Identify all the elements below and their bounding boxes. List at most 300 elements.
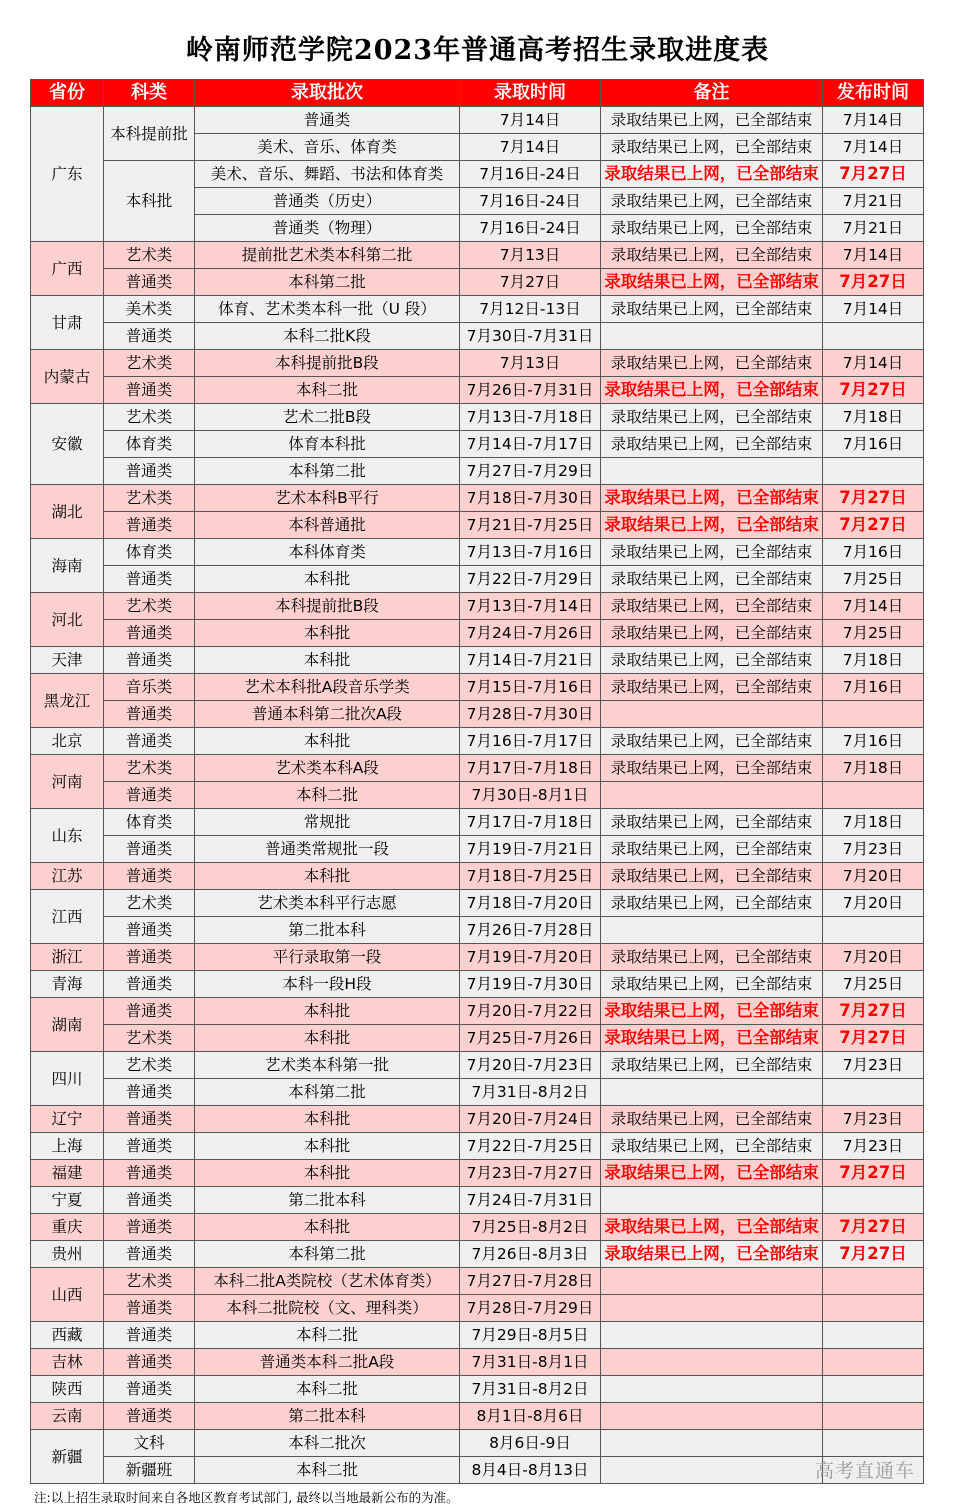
- table-row: [31, 1214, 924, 1241]
- batch-cell: 普通类本科二批A段: [195, 1349, 460, 1376]
- publish-time-cell: 7月23日: [823, 1052, 924, 1079]
- table-row: [31, 728, 924, 755]
- province-cell: 贵州: [31, 1241, 104, 1268]
- batch-cell: 本科普通批: [195, 512, 460, 539]
- category-cell: 音乐类: [104, 674, 195, 701]
- admission-time-cell: 7月22日-7月29日: [460, 566, 601, 593]
- admission-time-cell: 7月26日-7月28日: [460, 917, 601, 944]
- remarks-cell: 录取结果已上网，已全部结束: [601, 809, 823, 836]
- province-cell: 宁夏: [31, 1187, 104, 1214]
- batch-cell: 本科批: [195, 566, 460, 593]
- publish-time-cell: 7月27日: [823, 161, 924, 188]
- batch-cell: 本科二批: [195, 1376, 460, 1403]
- admission-time-cell: 7月16日-24日: [460, 188, 601, 215]
- admission-time-cell: 7月28日-7月30日: [460, 701, 601, 728]
- table-row: [31, 404, 924, 431]
- publish-time-cell: 7月25日: [823, 971, 924, 998]
- table-row: [31, 512, 924, 539]
- remarks-cell: 录取结果已上网，已全部结束: [601, 1214, 823, 1241]
- batch-cell: 本科提前批B段: [195, 350, 460, 377]
- remarks-cell: 录取结果已上网，已全部结束: [601, 296, 823, 323]
- admission-time-cell: 7月27日-7月29日: [460, 458, 601, 485]
- batch-cell: 本科批: [195, 728, 460, 755]
- publish-time-cell: 7月20日: [823, 890, 924, 917]
- category-cell: 普通类: [104, 1295, 195, 1322]
- remarks-cell: 录取结果已上网，已全部结束: [601, 485, 823, 512]
- category-cell: 普通类: [104, 863, 195, 890]
- remarks-cell: [601, 782, 823, 809]
- admission-time-cell: 7月18日-7月30日: [460, 485, 601, 512]
- publish-time-cell: 7月23日: [823, 1133, 924, 1160]
- admission-time-cell: 7月21日-7月25日: [460, 512, 601, 539]
- province-cell: 江苏: [31, 863, 104, 890]
- batch-cell: 本科一段H段: [195, 971, 460, 998]
- batch-cell: 本科批: [195, 1160, 460, 1187]
- admission-time-cell: 7月19日-7月20日: [460, 944, 601, 971]
- category-cell: 艺术类: [104, 1025, 195, 1052]
- table-row: [31, 539, 924, 566]
- category-cell: 普通类: [104, 323, 195, 350]
- header-admission-time: 录取时间: [460, 80, 601, 107]
- batch-cell: 本科二批A类院校（艺术体育类）: [195, 1268, 460, 1295]
- remarks-cell: 录取结果已上网，已全部结束: [601, 404, 823, 431]
- province-cell: 江西: [31, 890, 104, 944]
- province-cell: 黑龙江: [31, 674, 104, 728]
- table-row: [31, 863, 924, 890]
- province-cell: 山西: [31, 1268, 104, 1322]
- remarks-cell: 录取结果已上网，已全部结束: [601, 863, 823, 890]
- category-cell: 文科: [104, 1430, 195, 1457]
- batch-cell: 本科第二批: [195, 458, 460, 485]
- publish-time-cell: 7月27日: [823, 1241, 924, 1268]
- province-cell: 西藏: [31, 1322, 104, 1349]
- admission-time-cell: 7月19日-7月30日: [460, 971, 601, 998]
- category-cell: 体育类: [104, 809, 195, 836]
- admission-time-cell: 8月6日-9日: [460, 1430, 601, 1457]
- table-row: [31, 1457, 924, 1484]
- publish-time-cell: 7月27日: [823, 1214, 924, 1241]
- table-row: [31, 944, 924, 971]
- province-cell: 陕西: [31, 1376, 104, 1403]
- remarks-cell: [601, 1457, 823, 1484]
- batch-cell: 本科批: [195, 1133, 460, 1160]
- province-cell: 河南: [31, 755, 104, 809]
- remarks-cell: 录取结果已上网，已全部结束: [601, 566, 823, 593]
- publish-time-cell: [823, 917, 924, 944]
- province-cell: 海南: [31, 539, 104, 593]
- publish-time-cell: 7月16日: [823, 674, 924, 701]
- remarks-cell: [601, 701, 823, 728]
- admission-time-cell: 7月27日: [460, 269, 601, 296]
- category-cell: 普通类: [104, 728, 195, 755]
- table-row: [31, 1403, 924, 1430]
- batch-cell: 本科体育类: [195, 539, 460, 566]
- remarks-cell: [601, 1295, 823, 1322]
- publish-time-cell: 7月27日: [823, 512, 924, 539]
- province-cell: 福建: [31, 1160, 104, 1187]
- category-cell: 普通类: [104, 458, 195, 485]
- table-row: [31, 1160, 924, 1187]
- remarks-cell: [601, 1349, 823, 1376]
- footnote: 注:以上招生录取时间来自各地区教育考试部门, 最终以当地最新公布的为准。: [34, 1490, 459, 1505]
- batch-cell: 普通类（历史）: [195, 188, 460, 215]
- table-row: [31, 1025, 924, 1052]
- batch-cell: 第二批本科: [195, 1187, 460, 1214]
- remarks-cell: 录取结果已上网，已全部结束: [601, 539, 823, 566]
- remarks-cell: 录取结果已上网，已全部结束: [601, 1025, 823, 1052]
- publish-time-cell: 7月14日: [823, 134, 924, 161]
- batch-cell: 普通本科第二批次A段: [195, 701, 460, 728]
- admission-time-cell: 7月15日-7月16日: [460, 674, 601, 701]
- remarks-cell: 录取结果已上网，已全部结束: [601, 134, 823, 161]
- admission-time-cell: 7月30日-7月31日: [460, 323, 601, 350]
- admission-time-cell: 7月23日-7月27日: [460, 1160, 601, 1187]
- admission-time-cell: 7月25日-7月26日: [460, 1025, 601, 1052]
- remarks-cell: 录取结果已上网，已全部结束: [601, 1052, 823, 1079]
- admission-time-cell: 7月16日-24日: [460, 161, 601, 188]
- admission-time-cell: 7月13日-7月16日: [460, 539, 601, 566]
- admission-time-cell: 7月16日-7月17日: [460, 728, 601, 755]
- table-row: [31, 242, 924, 269]
- remarks-cell: [601, 458, 823, 485]
- publish-time-cell: [823, 782, 924, 809]
- province-cell: 甘肃: [31, 296, 104, 350]
- table-row: [31, 269, 924, 296]
- category-cell: 体育类: [104, 431, 195, 458]
- batch-cell: 本科批: [195, 647, 460, 674]
- header-category: 科类: [104, 80, 195, 107]
- batch-cell: 本科批: [195, 620, 460, 647]
- admission-time-cell: 7月14日: [460, 107, 601, 134]
- remarks-cell: 录取结果已上网，已全部结束: [601, 269, 823, 296]
- table-row: [31, 485, 924, 512]
- remarks-cell: 录取结果已上网，已全部结束: [601, 161, 823, 188]
- remarks-cell: 录取结果已上网，已全部结束: [601, 593, 823, 620]
- category-cell: 普通类: [104, 1187, 195, 1214]
- header-remarks: 备注: [601, 80, 823, 107]
- province-cell: 吉林: [31, 1349, 104, 1376]
- publish-time-cell: 7月16日: [823, 539, 924, 566]
- page-title: 岭南师范学院2023年普通高考招生录取进度表: [185, 35, 770, 66]
- category-cell: 艺术类: [104, 404, 195, 431]
- remarks-cell: 录取结果已上网，已全部结束: [601, 971, 823, 998]
- remarks-cell: 录取结果已上网，已全部结束: [601, 944, 823, 971]
- batch-cell: 本科二批次: [195, 1430, 460, 1457]
- table-row: [31, 1322, 924, 1349]
- category-cell: 普通类: [104, 566, 195, 593]
- remarks-cell: 录取结果已上网，已全部结束: [601, 620, 823, 647]
- table-row: [31, 809, 924, 836]
- table-row: [31, 1430, 924, 1457]
- province-cell: 重庆: [31, 1214, 104, 1241]
- publish-time-cell: 7月27日: [823, 269, 924, 296]
- table-row: [31, 323, 924, 350]
- category-cell: 普通类: [104, 1403, 195, 1430]
- category-cell: 艺术类: [104, 242, 195, 269]
- province-cell: 广西: [31, 242, 104, 296]
- province-cell: 山东: [31, 809, 104, 863]
- category-cell: 普通类: [104, 512, 195, 539]
- table-row: [31, 566, 924, 593]
- publish-time-cell: [823, 1322, 924, 1349]
- batch-cell: 艺术类本科第一批: [195, 1052, 460, 1079]
- admission-time-cell: 7月28日-7月29日: [460, 1295, 601, 1322]
- category-cell: 本科批: [104, 161, 195, 242]
- remarks-cell: 录取结果已上网，已全部结束: [601, 512, 823, 539]
- table-row: [31, 1349, 924, 1376]
- table-row: [31, 1241, 924, 1268]
- remarks-cell: 录取结果已上网，已全部结束: [601, 728, 823, 755]
- category-cell: 艺术类: [104, 1268, 195, 1295]
- header-batch: 录取批次: [195, 80, 460, 107]
- province-cell: 北京: [31, 728, 104, 755]
- batch-cell: 普通类（物理）: [195, 215, 460, 242]
- category-cell: 体育类: [104, 539, 195, 566]
- batch-cell: 美术、音乐、体育类: [195, 134, 460, 161]
- table-row: [31, 1268, 924, 1295]
- remarks-cell: 录取结果已上网，已全部结束: [601, 1133, 823, 1160]
- province-cell: 内蒙古: [31, 350, 104, 404]
- remarks-cell: 录取结果已上网，已全部结束: [601, 242, 823, 269]
- category-cell: 普通类: [104, 701, 195, 728]
- remarks-cell: [601, 1268, 823, 1295]
- publish-time-cell: 7月14日: [823, 296, 924, 323]
- publish-time-cell: [823, 1376, 924, 1403]
- admission-time-cell: 7月18日-7月25日: [460, 863, 601, 890]
- table-row: [31, 1295, 924, 1322]
- publish-time-cell: [823, 323, 924, 350]
- category-cell: 普通类: [104, 917, 195, 944]
- table-row: [31, 647, 924, 674]
- category-cell: 普通类: [104, 1160, 195, 1187]
- batch-cell: 本科二批: [195, 1457, 460, 1484]
- header-province: 省份: [31, 80, 104, 107]
- batch-cell: 体育本科批: [195, 431, 460, 458]
- remarks-cell: 录取结果已上网，已全部结束: [601, 188, 823, 215]
- admission-time-cell: 8月4日-8月13日: [460, 1457, 601, 1484]
- admission-time-cell: 7月20日-7月24日: [460, 1106, 601, 1133]
- category-cell: 普通类: [104, 1349, 195, 1376]
- table-row: [31, 377, 924, 404]
- admission-time-cell: 7月14日-7月21日: [460, 647, 601, 674]
- header-publish-time: 发布时间: [823, 80, 924, 107]
- table-row: [31, 296, 924, 323]
- admission-time-cell: 7月25日-8月2日: [460, 1214, 601, 1241]
- table-row: [31, 917, 924, 944]
- batch-cell: 本科二批: [195, 782, 460, 809]
- table-row: [31, 674, 924, 701]
- category-cell: 普通类: [104, 998, 195, 1025]
- category-cell: 本科提前批: [104, 107, 195, 161]
- batch-cell: 提前批艺术类本科第二批: [195, 242, 460, 269]
- publish-time-cell: 7月23日: [823, 836, 924, 863]
- table-row: [31, 1052, 924, 1079]
- remarks-cell: [601, 1079, 823, 1106]
- remarks-cell: [601, 917, 823, 944]
- category-cell: 艺术类: [104, 350, 195, 377]
- publish-time-cell: [823, 458, 924, 485]
- admission-time-cell: 8月1日-8月6日: [460, 1403, 601, 1430]
- batch-cell: 本科提前批B段: [195, 593, 460, 620]
- category-cell: 艺术类: [104, 1052, 195, 1079]
- remarks-cell: 录取结果已上网，已全部结束: [601, 1160, 823, 1187]
- admission-time-cell: 7月24日-7月26日: [460, 620, 601, 647]
- batch-cell: 本科第二批: [195, 1241, 460, 1268]
- table-body: [31, 107, 924, 1484]
- publish-time-cell: 7月25日: [823, 566, 924, 593]
- category-cell: 新疆班: [104, 1457, 195, 1484]
- batch-cell: 美术、音乐、舞蹈、书法和体育类: [195, 161, 460, 188]
- category-cell: 普通类: [104, 1133, 195, 1160]
- admission-time-cell: 7月13日: [460, 242, 601, 269]
- category-cell: 普通类: [104, 620, 195, 647]
- batch-cell: 本科二批: [195, 1322, 460, 1349]
- publish-time-cell: [823, 1268, 924, 1295]
- publish-time-cell: 7月27日: [823, 485, 924, 512]
- table-row: [31, 890, 924, 917]
- admission-time-cell: 7月26日-8月3日: [460, 1241, 601, 1268]
- publish-time-cell: 7月23日: [823, 1106, 924, 1133]
- category-cell: 艺术类: [104, 485, 195, 512]
- admission-progress-table: [30, 79, 924, 1484]
- province-cell: 青海: [31, 971, 104, 998]
- publish-time-cell: 7月21日: [823, 188, 924, 215]
- admission-time-cell: 7月13日-7月18日: [460, 404, 601, 431]
- category-cell: 普通类: [104, 1106, 195, 1133]
- table-row: [31, 998, 924, 1025]
- category-cell: 美术类: [104, 296, 195, 323]
- publish-time-cell: 7月18日: [823, 647, 924, 674]
- category-cell: 艺术类: [104, 755, 195, 782]
- remarks-cell: 录取结果已上网，已全部结束: [601, 647, 823, 674]
- category-cell: 普通类: [104, 1079, 195, 1106]
- admission-time-cell: 7月31日-8月2日: [460, 1079, 601, 1106]
- publish-time-cell: [823, 1403, 924, 1430]
- batch-cell: 本科第二批: [195, 269, 460, 296]
- table-row: [31, 1133, 924, 1160]
- batch-cell: 本科批: [195, 1025, 460, 1052]
- batch-cell: 本科批: [195, 998, 460, 1025]
- category-cell: 普通类: [104, 836, 195, 863]
- remarks-cell: 录取结果已上网，已全部结束: [601, 998, 823, 1025]
- category-cell: 普通类: [104, 944, 195, 971]
- remarks-cell: 录取结果已上网，已全部结束: [601, 350, 823, 377]
- province-cell: 广东: [31, 107, 104, 242]
- publish-time-cell: 7月27日: [823, 998, 924, 1025]
- publish-time-cell: [823, 1079, 924, 1106]
- remarks-cell: 录取结果已上网，已全部结束: [601, 890, 823, 917]
- publish-time-cell: 7月14日: [823, 593, 924, 620]
- table-row: [31, 350, 924, 377]
- batch-cell: 艺术类本科平行志愿: [195, 890, 460, 917]
- province-cell: 辽宁: [31, 1106, 104, 1133]
- publish-time-cell: [823, 1349, 924, 1376]
- table-header-row: [31, 80, 924, 107]
- province-cell: 天津: [31, 647, 104, 674]
- publish-time-cell: 7月14日: [823, 350, 924, 377]
- admission-time-cell: 7月14日-7月17日: [460, 431, 601, 458]
- remarks-cell: [601, 1322, 823, 1349]
- batch-cell: 普通类: [195, 107, 460, 134]
- table-row: [31, 161, 924, 188]
- province-cell: 云南: [31, 1403, 104, 1430]
- publish-time-cell: 7月16日: [823, 728, 924, 755]
- batch-cell: 常规批: [195, 809, 460, 836]
- admission-time-cell: 7月14日: [460, 134, 601, 161]
- publish-time-cell: 7月27日: [823, 1025, 924, 1052]
- admission-time-cell: 7月24日-7月31日: [460, 1187, 601, 1214]
- publish-time-cell: 7月18日: [823, 404, 924, 431]
- remarks-cell: [601, 1403, 823, 1430]
- category-cell: 艺术类: [104, 593, 195, 620]
- remarks-cell: [601, 1430, 823, 1457]
- remarks-cell: 录取结果已上网，已全部结束: [601, 1241, 823, 1268]
- batch-cell: 本科二批: [195, 377, 460, 404]
- table-row: [31, 701, 924, 728]
- province-cell: 安徽: [31, 404, 104, 485]
- remarks-cell: [601, 1376, 823, 1403]
- publish-time-cell: 7月16日: [823, 431, 924, 458]
- publish-time-cell: [823, 701, 924, 728]
- remarks-cell: 录取结果已上网，已全部结束: [601, 431, 823, 458]
- batch-cell: 平行录取第一段: [195, 944, 460, 971]
- table-row: [31, 1376, 924, 1403]
- category-cell: 普通类: [104, 1214, 195, 1241]
- category-cell: 普通类: [104, 1376, 195, 1403]
- province-cell: 四川: [31, 1052, 104, 1106]
- admission-time-cell: 7月19日-7月21日: [460, 836, 601, 863]
- admission-time-cell: 7月29日-8月5日: [460, 1322, 601, 1349]
- batch-cell: 本科二批院校（文、理科类）: [195, 1295, 460, 1322]
- admission-time-cell: 7月20日-7月22日: [460, 998, 601, 1025]
- table-row: [31, 431, 924, 458]
- remarks-cell: 录取结果已上网，已全部结束: [601, 836, 823, 863]
- admission-time-cell: 7月12日-13日: [460, 296, 601, 323]
- province-cell: 浙江: [31, 944, 104, 971]
- province-cell: 上海: [31, 1133, 104, 1160]
- batch-cell: 艺术类本科A段: [195, 755, 460, 782]
- batch-cell: 体育、艺术类本科一批（U 段）: [195, 296, 460, 323]
- batch-cell: 第二批本科: [195, 1403, 460, 1430]
- admission-time-cell: 7月26日-7月31日: [460, 377, 601, 404]
- admission-time-cell: 7月31日-8月2日: [460, 1376, 601, 1403]
- admission-time-cell: 7月31日-8月1日: [460, 1349, 601, 1376]
- publish-time-cell: 7月21日: [823, 215, 924, 242]
- admission-time-cell: 7月27日-7月28日: [460, 1268, 601, 1295]
- batch-cell: 本科二批K段: [195, 323, 460, 350]
- table-row: [31, 107, 924, 134]
- remarks-cell: 录取结果已上网，已全部结束: [601, 107, 823, 134]
- table-row: [31, 593, 924, 620]
- batch-cell: 艺术本科批A段音乐学类: [195, 674, 460, 701]
- category-cell: 普通类: [104, 269, 195, 296]
- admission-time-cell: 7月20日-7月23日: [460, 1052, 601, 1079]
- publish-time-cell: [823, 1430, 924, 1457]
- publish-time-cell: 7月20日: [823, 863, 924, 890]
- province-cell: 新疆: [31, 1430, 104, 1484]
- batch-cell: 本科第二批: [195, 1079, 460, 1106]
- table-row: [31, 971, 924, 998]
- batch-cell: 本科批: [195, 1106, 460, 1133]
- admission-time-cell: 7月17日-7月18日: [460, 809, 601, 836]
- province-cell: 河北: [31, 593, 104, 647]
- category-cell: 普通类: [104, 971, 195, 998]
- batch-cell: 本科批: [195, 863, 460, 890]
- admission-time-cell: 7月13日-7月14日: [460, 593, 601, 620]
- remarks-cell: 录取结果已上网，已全部结束: [601, 215, 823, 242]
- batch-cell: 艺术二批B段: [195, 404, 460, 431]
- remarks-cell: [601, 1187, 823, 1214]
